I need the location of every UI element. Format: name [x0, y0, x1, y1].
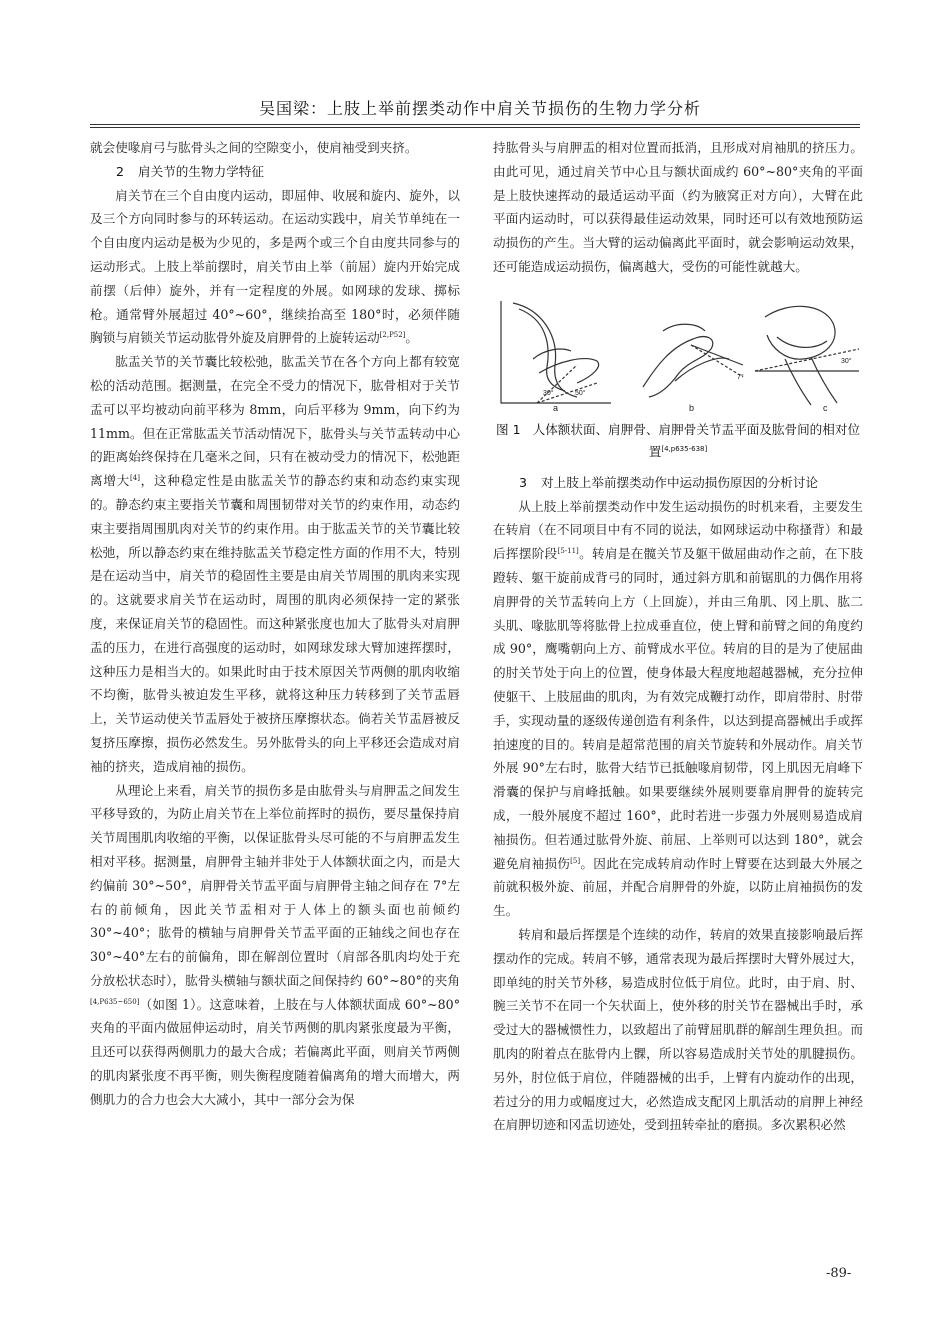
- figure-panel-label-a: a: [553, 402, 559, 413]
- panel-b-acromion: [663, 324, 705, 331]
- figure-number: 图 1: [495, 421, 521, 437]
- citation: [4,p635-638]: [661, 444, 708, 453]
- panel-b-glenoid-line: [691, 345, 743, 365]
- paragraph-text: 。: [405, 330, 419, 346]
- panel-b-angle-line: [691, 345, 743, 377]
- figure-caption-text: 人体额状面、肩胛骨、肩胛骨关节盂平面及肱骨间的相对位置: [532, 421, 861, 459]
- running-header: 吴国梁：上肢上举前摆类动作中肩关节损伤的生物力学分析: [258, 99, 701, 118]
- header-rule-bottom: [90, 127, 860, 128]
- paragraph-text: 肱盂关节的关节囊比较松弛，肱盂关节在各个方向上都有较宽松的活动范围。据测量，在完全不受力的情况下，肱骨相对于关节盂可以平均被动向前平移为 8mm，向后平移为 9mm，向下约为 11mm。但在正常肱盂关节活动情况下，肱骨头与关节盂转动中心的距离始终保持在几毫米之间，只有在被动受力的情况下，松弛距离增大: [90, 354, 460, 489]
- panel-c-neck: [777, 337, 827, 347]
- citation: [4]: [130, 474, 140, 483]
- paragraph-continued: 持肱骨头与肩胛盂的相对位置而抵消，且形成对肩袖肌的挤压力。由此可见，通过肩关节中心且与额状面成约 60°~80°夹角的平面是上肢快速挥动的最适运动平面（约为腋窝正对方向），大臂在此平面内运动时，可以获得最佳运动效果，同时还可以有效地预防运动损伤的产生。当大臂的运动偏离此平面时，就会影响运动效果，还可能造成运动损伤，偏离越大，受伤的可能性就越大。: [493, 140, 863, 274]
- figure-caption: [493, 419, 863, 463]
- citation: [5]: [570, 856, 581, 865]
- panel-a-joint: [533, 349, 571, 359]
- section-title: 对上肢上举前摆类动作中运动损伤原因的分析讨论: [541, 474, 819, 490]
- paragraph-3: [90, 779, 460, 1112]
- figure-angle-label: 30°: [841, 357, 852, 365]
- figure-1: [493, 295, 863, 413]
- header-rule-top: [90, 124, 860, 125]
- paragraph-text: 。转肩是在髋关节及躯干做屈曲动作之前，在下肢蹬转、躯干旋前成背弓的同时，通过斜方肌和前锯肌的力偶作用将肩胛骨的关节盂转向上方（上回旋），并由三角肌、冈上肌、肱二头肌、喙肱肌等将肱骨上拉成垂直位，使上臂和前臂之间的角度约成 90°，鹰嘴朝向上方、前臂成水平位。转肩的目的是为了使屈曲的肘关节处于向上的位置，使身体最大程度地超越器械，充分拉伸使躯干、上肢屈曲的肌肉，为有效完成鞭打动作，即肩带肘、肘带手，实现动量的逐级传递创造有利条件，以达到提高器械出手或挥拍速度的目的。转肩是超常范围的肩关节旋转和外展动作。肩关节外展 90°左右时，肱骨大结节已抵触喙肩韧带，冈上肌因无肩峰下滑囊的保护与肩峰抵触。如果要继续外展则要靠肩胛骨的旋转完成，一般外展度不超过 160°，此时若进一步强力外展则易造成肩袖损伤。但若通过肱骨外旋、前屈、上举则可以达到 180°，就会避免肩袖损伤: [493, 546, 864, 871]
- citation: [4,P635~650]: [90, 997, 140, 1006]
- figure-angle-label: 7°: [737, 373, 744, 381]
- citation: [2,P52]: [379, 331, 406, 340]
- paragraph-text: 。因此在完成转肩动作时上臂要在达到最大外展之前就积极外旋、前屈，并配合肩胛骨的外旋，以防止肩袖损伤的发生。: [493, 855, 864, 919]
- section-heading-3: [493, 471, 863, 495]
- panel-a-scapula-inner: [519, 309, 565, 391]
- figure-panel-label-c: c: [823, 402, 828, 413]
- spacer: [493, 463, 863, 471]
- paragraph-1: [90, 184, 460, 351]
- figure-angle-label: 50°: [575, 389, 586, 397]
- left-column: [90, 136, 460, 1112]
- section-number: 2: [116, 163, 125, 179]
- panel-c-shaft-left: [785, 359, 811, 405]
- paragraph-intro: 就会使喙肩弓与肱骨头之间的空隙变小，使肩袖受到夹挤。: [90, 140, 418, 155]
- paragraph-text: ，这种稳定性是由肱盂关节的静态约束和动态约束实现的。静态约束主要指关节囊和周围韧带对关节的约束作用，动态约束主要指周围肌肉对关节的约束作用。由于肱盂关节的关节囊比较松弛，所以静态约束在维持肱盂关节稳定性方面的作用不大，特别是在运动当中，肩关节的稳固性主要是由肩关节周围的肌肉来实现的。这就要求肩关节在运动时，周围的肌肉必须保持一定的紧张度，来保证肩关节的稳固性。而这种紧张度也加大了肱骨头对肩胛盂的压力，在进行高强度的运动时，如网球发球大臂加速挥摆时，这种压力是相当大的。如果此时由于技术原因关节两侧的肌肉收缩不均衡，肱骨头被迫发生平移，就将这种压力转移到了关节盂唇上，关节运动使关节盂唇处于被挤压摩擦状态。倘若关节盂唇被反复挤压摩擦，损伤必然发生。另外肱骨头的向上平移还会造成对肩袖的挤夹，造成肩袖的损伤。: [90, 473, 461, 774]
- paragraph-4: [493, 495, 863, 923]
- paragraph-text: 肩关节在三个自由度内运动，即屈伸、收展和旋内、旋外，以及三个方向同时参与的环转运动。在运动实践中，肩关节单纯在一个自由度内运动是极为少见的，多是两个或三个自由度共同参与的运动形式。上肢上举前摆时，肩关节由上举（前屈）旋内开始完成前摆（后伸）旋外，并有一定程度的外展。如网球的发球、掷标枪。通常臂外展超过 40°~60°，继续抬高至 180°时，必须伴随胸锁与肩锁关节运动肱骨外旋及肩胛骨的上旋转运动: [90, 187, 460, 346]
- citation: [5-11]: [557, 547, 579, 556]
- right-column: [493, 136, 863, 1137]
- figure-panel-label-b: b: [689, 402, 695, 413]
- panel-c-humeral-head: [765, 306, 835, 359]
- section-heading-2: [90, 160, 460, 184]
- paragraph-text: 从上肢上举前摆类动作中发生运动损伤的时机来看，主要发生在转肩（在不同项目中有不同的说法，如网球运动中称搔背）和最后挥摆阶段: [493, 498, 863, 562]
- section-title: 肩关节的生物力学特征: [138, 163, 264, 179]
- section-number: 3: [519, 474, 528, 490]
- page-number: -89-: [826, 1266, 852, 1281]
- figure-angle-label: 30°: [543, 389, 554, 397]
- paragraph-text: 从理论上来看，肩关节的损伤多是由肱骨头与肩胛盂之间发生平移导致的，为防止肩关节在上举位前挥时的损伤，要尽量保持肩关节周围肌肉收缩的平衡，以保证肱骨头尽可能的不与肩胛盂发生相对平移。据测量，肩胛骨主轴并非处于人体额状面之内，而是大约偏前 30°~50°，肩胛骨关节盂平面与肩胛骨主轴之间存在 7°左右的前倾角，因此关节盂相对于人体上的额头面也前倾约 30°~40°；肱骨的横轴与肩胛骨关节盂平面的正轴线之间也存在 30°~40°左右的前偏角，即在解剖位置时（肩部各肌肉均处于充分放松状态时），肱骨头横轴与额状面之间保持约 60°~80°的夹角: [90, 782, 460, 988]
- panel-c-shaft-right: [811, 357, 837, 403]
- paragraph-text: （如图 1）。这意味着，上肢在与人体额状面成 60°~80°夹角的平面内做屈伸运动时，肩关节两侧的肌肉紧张度最为平衡，且还可以获得两侧肌力的最大合成；若偏离此平面，则肩关节两侧的肌肉紧张度不再平衡，则失衡程度随着偏离角的增大而增大，两侧肌力的合力也会大大减小，其中一部分会为保: [90, 996, 460, 1107]
- paragraph-2: [90, 350, 460, 778]
- figure-1-illustration: [493, 295, 863, 413]
- panel-b-scapula-outline: [643, 336, 713, 396]
- paragraph-5: 转肩和最后挥摆是个连续的动作，转肩的效果直接影响最后挥摆动作的完成。转肩不够，通常表现为最后挥摆时大臂外展过大，即单纯的肘关节外移，易造成肘位低于肩位。此时，由于肩、肘、腕三关节不在同一个矢状面上，使外移的肘关节在器械出手时，承受过大的器械惯性力，以致超出了前臂屈肌群的解剖生理负担。而肌肉的附着点在肱骨内上髁，所以容易造成肘关节处的肌腱损伤。另外，肘位低于肩位，伴随器械的出手，上臂有内旋动作的出现，若过分的用力或幅度过大，必然造成支配冈上肌活动的肩胛上神经在肩胛切迹和冈盂切迹处，受到扭转牵扯的磨损。多次累积必然: [493, 926, 863, 1133]
